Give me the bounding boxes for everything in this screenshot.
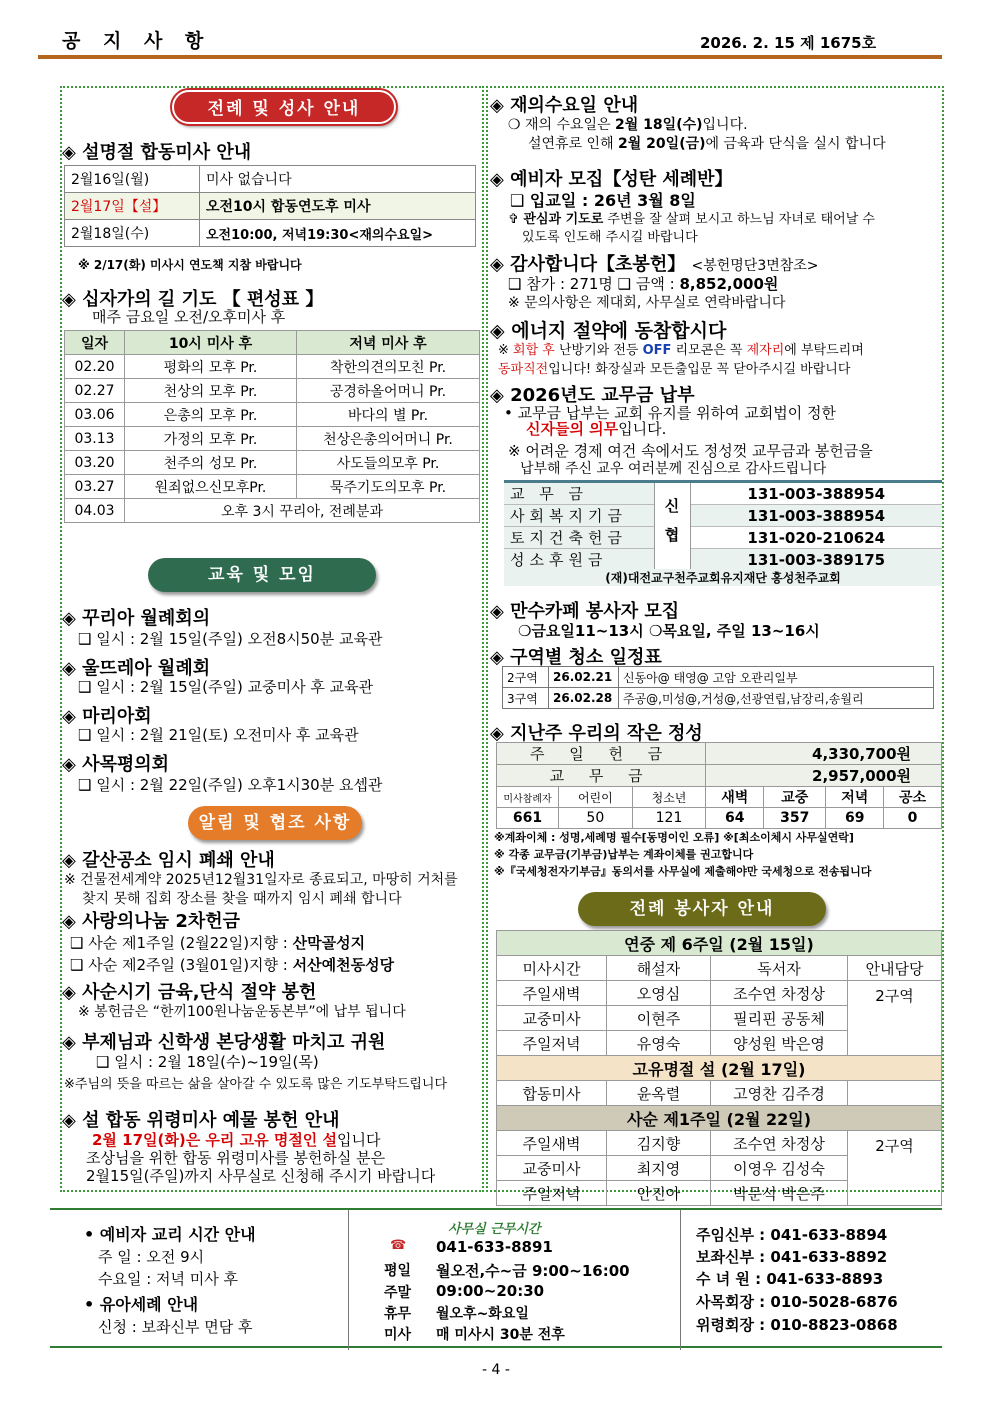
sharing-line2-label: ❑ 사순 제2주일 (3월01일)지향 : <box>70 956 293 974</box>
catechism-wednesday: 수요일 : 저녁 미사 후 <box>98 1270 239 1288</box>
dues-title: ◈ 2026년도 교무금 납부 <box>490 385 695 406</box>
cell: 양성원 박은영 <box>711 1031 848 1056</box>
cell: 공경하올어머니 Pr. <box>297 379 480 403</box>
cell: 신동아@ 태영@ 고암 오관리일부 <box>619 667 934 688</box>
stations-title: ◈ 십자가의 길 기도 【 편성표 】 <box>62 289 324 310</box>
table-row <box>65 427 480 451</box>
dues-amount: 2,957,000원 <box>706 765 942 787</box>
account-number: 131-003-389175 <box>690 549 942 572</box>
attendance-row <box>497 808 942 829</box>
sharing-line1-label: ❑ 사순 제1주일 (2월22일)지향 : <box>70 934 293 952</box>
sharing-line2-target: 서산예천동성당 <box>292 956 395 974</box>
cell: 미사시간 <box>497 956 607 981</box>
text: 주변을 잘 살펴 보시고 하느님 자녀로 태어날 수 <box>603 212 875 227</box>
account-name: 토지건축헌금 <box>504 527 654 549</box>
catechumen-title: ◈ 예비자 모집【성탄 세례반】 <box>490 169 733 190</box>
cell: 사도들의모후 Pr. <box>297 451 480 475</box>
cell: 사순 제1주일 (2월 22일) <box>497 1106 942 1131</box>
table-row <box>503 667 934 688</box>
page-section-title: 공 지 사 항 <box>62 30 212 52</box>
catechism-sunday: 주 일 : 오전 9시 <box>98 1248 205 1266</box>
requiem-title: ◈ 설 합동 위령미사 예물 봉헌 안내 <box>62 1110 340 1131</box>
col-date: 일자 <box>65 331 125 355</box>
dues-line3: ※ 어려운 경제 여건 속에서도 정성껏 교무금과 봉헌금을 <box>508 442 873 460</box>
cell: 평화의 모후 Pr. <box>125 355 297 379</box>
cell: 주일새벽 <box>497 1131 607 1156</box>
table-row <box>65 166 476 193</box>
cafe-title: ◈ 만수카페 봉사자 모집 <box>490 601 680 622</box>
cleaning-title: ◈ 구역별 청소 일정표 <box>490 647 662 668</box>
holiday-info: 오전10시 합동연도후 미사 <box>206 199 371 215</box>
table-row <box>65 451 480 475</box>
text: ◈ 감사합니다【초봉헌】 <box>490 254 686 275</box>
deacon-note: ※주님의 뜻을 따르는 삶을 살아갈 수 있도록 많은 기도부탁드립니다 <box>64 1077 448 1092</box>
cell: 묵주기도의모후 Pr. <box>297 475 480 499</box>
education-pill: 교육 및 모임 <box>148 558 376 592</box>
cell: 주공@,미성@,거성@,선광연립,남장리,송월리 <box>619 688 934 709</box>
cell: 교중미사 <box>497 1006 607 1031</box>
sharing-line1-target: 산막골성지 <box>292 934 366 952</box>
account-number: 131-003-388954 <box>747 484 886 503</box>
volunteer-table <box>496 930 942 1206</box>
table-row <box>504 505 942 527</box>
cell: 03.20 <box>65 451 125 475</box>
energy-line1 <box>498 339 864 358</box>
cell: 천주의 성모 Pr. <box>125 451 297 475</box>
amount: 8,852,000원 <box>679 275 779 293</box>
transfer-note-1: ※계좌이체 : 성명,세례명 필수[동명이인 오류] ※[최소이체시 사무실연락] <box>494 831 854 844</box>
requiem-line3: 2월15일(주일)까지 사무실로 신청해 주시기 바랍니다 <box>86 1167 436 1185</box>
cell: 2구역 <box>848 981 942 1056</box>
ultreya-title: ◈ 울뜨레아 월례회 <box>62 658 211 679</box>
table-row <box>65 403 480 427</box>
cell: 독서자 <box>711 956 848 981</box>
maria-title: ◈ 마리아회 <box>62 706 152 727</box>
text: 신자들의 의무 <box>526 420 619 438</box>
offering-table <box>496 742 942 829</box>
cell: 357 <box>764 808 826 829</box>
cell: 교중미사 <box>497 1156 607 1181</box>
text: ※ <box>498 343 514 358</box>
curia-title: ◈ 꾸리아 월례회의 <box>62 608 211 629</box>
text: ❑ 참가 : 271명 ❑ 금액 : <box>508 275 680 293</box>
contact-convent: 수 녀 원 : 041-633-8893 <box>696 1270 884 1288</box>
cell: 69 <box>826 808 884 829</box>
cell: 03.13 <box>65 427 125 451</box>
table-row <box>65 475 480 499</box>
cell-date: 2월16일(월) <box>65 166 200 193</box>
cell: 고영찬 김주경 <box>711 1081 848 1106</box>
account-name: 성소후원금 <box>504 549 654 572</box>
phone-icon: ☎ <box>390 1238 407 1253</box>
col-morning: 10시 미사 후 <box>125 331 297 355</box>
lent-header <box>497 1106 942 1131</box>
lunar-mass-table <box>64 165 476 247</box>
cell-info: 미사 없습니다 <box>200 166 476 193</box>
contact-requiem: 위령회장 : 010-8823-0868 <box>696 1316 898 1334</box>
council-title: ◈ 사목평의회 <box>62 754 170 775</box>
text: 입니다! 화장실과 모든출입문 꼭 닫아주시길 바랍니다 <box>548 362 851 377</box>
footer <box>50 1208 942 1348</box>
issue-date: 2026. 2. 15 제 1675호 <box>700 34 877 52</box>
footer-divider <box>680 1210 681 1350</box>
cell: 청소년 <box>632 787 706 808</box>
requiem-line2: 조상님을 위한 합동 위령미사를 봉헌하실 분은 <box>86 1149 386 1167</box>
cell: 조수연 차정상 <box>711 981 848 1006</box>
requiem-line1-end: 입니다 <box>337 1131 381 1149</box>
fast-date: 2월 20일(금) <box>618 136 706 152</box>
cell: 주일저녁 <box>497 1181 607 1206</box>
cell: 조수연 차정상 <box>711 1131 848 1156</box>
cell: 은총의 모후 Pr. <box>125 403 297 427</box>
cell: 02.27 <box>65 379 125 403</box>
lunar-mass-title: ◈ 설명절 합동미사 안내 <box>62 142 252 163</box>
account-number: 131-020-210624 <box>747 528 886 547</box>
cell: 121 <box>632 808 706 829</box>
volunteer-pill: 전례 봉사자 안내 <box>578 892 826 926</box>
cell: 어린이 <box>559 787 633 808</box>
cell: 합동미사 <box>497 1081 607 1106</box>
stations-subtitle: 매주 금요일 오전/오후미사 후 <box>92 308 286 326</box>
office-weekend: 09:00~20:30 <box>436 1282 545 1300</box>
cell: 이영우 김성숙 <box>711 1156 848 1181</box>
cell: 오영심 <box>607 981 711 1006</box>
catechism-title: • 예비자 교리 시간 안내 <box>84 1225 256 1244</box>
dues-line4: 납부해 주신 교우 여러분께 진심으로 감사드립니다 <box>520 461 827 477</box>
office-label-closed: 휴무 <box>384 1306 412 1322</box>
foundation-name: (재)대전교구천주교회유지재단 홍성천주교회 <box>504 569 942 586</box>
text: ❍ 재의 수요일은 <box>508 117 616 133</box>
text: OFF <box>642 343 672 358</box>
cell-info: 오전10:00, 저녁19:30<재의수요일> <box>200 220 476 247</box>
cell: 3구역 <box>503 688 549 709</box>
text: 리모콘은 꼭 <box>671 343 747 358</box>
stations-table <box>64 330 480 523</box>
cell: 바다의 별 Pr. <box>297 403 480 427</box>
ultreya-info: ❑ 일시 : 2월 15일(주일) 교중미사 후 교육관 <box>78 678 374 696</box>
deacon-title: ◈ 부제님과 신학생 본당생활 마치고 귀원 <box>62 1032 386 1053</box>
table-row <box>497 743 942 765</box>
text: 입니다. <box>702 117 748 133</box>
bank-name: 신협 <box>654 482 690 572</box>
sharing-line1 <box>70 932 365 953</box>
table-row <box>503 688 934 709</box>
cell: 최지영 <box>607 1156 711 1181</box>
office-weekday: 월오전,수~금 9:00~16:00 <box>436 1262 630 1280</box>
cell: 저녁 <box>826 787 884 808</box>
table-row <box>504 482 942 505</box>
cell: 천상은총의어머니 Pr. <box>297 427 480 451</box>
cell: 천상의 모후 Pr. <box>125 379 297 403</box>
dues-line2 <box>526 418 666 439</box>
galsan-title: ◈ 갈산공소 임시 폐쇄 안내 <box>62 850 275 871</box>
cell: 유영숙 <box>607 1031 711 1056</box>
cell: 안내담당 <box>848 956 942 981</box>
account-name: 사회복지기금 <box>504 505 654 527</box>
text: 입니다. <box>618 420 667 438</box>
table-row <box>504 527 942 549</box>
holiday-date: 2월17일【설】 <box>71 199 167 215</box>
cell: 윤옥렬 <box>607 1081 711 1106</box>
offering-title: ◈ 지난주 우리의 작은 정성 <box>490 723 703 744</box>
lent-fast-note: ※ 봉헌금은 “한끼100원나눔운동본부”에 납부 됩니다 <box>78 1004 406 1020</box>
office-label-mass: 미사 <box>384 1327 412 1343</box>
cell: 김지향 <box>607 1131 711 1156</box>
maria-info: ❑ 일시 : 2월 21일(토) 오전미사 후 교육관 <box>78 726 359 744</box>
cell: 안진아 <box>607 1181 711 1206</box>
cell: 공소 <box>884 787 942 808</box>
lunar-note: ※ 2/17(화) 미사시 연도책 지참 바랍니다 <box>78 258 302 272</box>
text: <봉헌명단3면참조> <box>691 258 819 274</box>
liturgy-pill: 전례 및 성사 안내 <box>172 90 396 124</box>
text: 에 금육과 단식을 실시 합니다 <box>705 136 886 152</box>
catechumen-line1 <box>508 208 875 227</box>
cell: 0 <box>884 808 942 829</box>
text: 회합 후 <box>513 343 555 358</box>
infant-baptism-title: • 유아세례 안내 <box>84 1295 199 1314</box>
cell: 26.02.28 <box>549 688 619 709</box>
notice-pill: 알림 및 협조 사항 <box>188 806 362 840</box>
cell: 가정의 모후 Pr. <box>125 427 297 451</box>
week-header <box>497 931 942 956</box>
ash-wed-title: ◈ 재의수요일 안내 <box>490 95 639 116</box>
galsan-line2: 찾지 못해 집회 장소를 찾을 때까지 임시 폐쇄 합니다 <box>82 891 402 907</box>
cell: 2구역 <box>848 1131 942 1206</box>
table-header <box>497 956 942 981</box>
ash-wed-line1 <box>508 114 748 134</box>
cell: 04.03 <box>65 499 125 523</box>
requiem-highlight: 2월 17일(화)은 우리 고유 명절인 설 <box>92 1131 338 1149</box>
table-row <box>497 981 942 1006</box>
table-row <box>65 220 476 247</box>
catechumen-line2: 있도록 인도해 주시길 바랍니다 <box>522 230 698 245</box>
col-evening: 저녁 미사 후 <box>297 331 480 355</box>
office-mass: 매 미사시 30분 전후 <box>436 1327 565 1343</box>
dues-line1: • 교무금 납부는 교회 유지를 위하여 교회법이 정한 <box>504 404 837 422</box>
account-number: 131-003-388954 <box>690 505 942 527</box>
cell <box>848 1081 942 1106</box>
cell: 해설자 <box>607 956 711 981</box>
cell: 새벽 <box>706 787 764 808</box>
cell: 주일저녁 <box>497 1031 607 1056</box>
infant-baptism-info: 신청 : 보좌신부 면담 후 <box>98 1318 253 1336</box>
text: 난방기와 전등 <box>554 343 643 358</box>
cell: 이현주 <box>607 1006 711 1031</box>
transfer-note-3: ※『국세청전자기부금』동의서를 사무실에 제출해야만 국세청으로 전송됩니다 <box>494 865 872 878</box>
attendance-header <box>497 787 942 808</box>
galsan-line1: ※ 건물전세계약 2025년12월31일자로 종료되고, 마땅히 거처를 <box>64 872 458 888</box>
cell: 착한의견의모친 Pr. <box>297 355 480 379</box>
thanks-note: ※ 문의사항은 제대회, 사무실로 연락바랍니다 <box>508 295 786 311</box>
text: 동파직전 <box>498 362 549 377</box>
sharing-title: ◈ 사랑의나눔 2차헌금 <box>62 911 241 932</box>
cell-date: 2월18일(수) <box>65 220 200 247</box>
table-header <box>65 331 480 355</box>
transfer-note-2: ※ 각종 교무금(기부금)납부는 계좌이체를 권고합니다 <box>494 848 754 861</box>
lent-fast-title: ◈ 사순시기 금육,단식 절약 봉헌 <box>62 982 317 1003</box>
cell: 50 <box>559 808 633 829</box>
sharing-line2 <box>70 954 394 975</box>
energy-title: ◈ 에너지 절약에 동참합시다 <box>490 320 727 342</box>
cell-date <box>65 193 200 220</box>
office-closed: 월오후~화요일 <box>436 1306 529 1322</box>
cell: 오후 3시 꾸리아, 전례분과 <box>125 499 480 523</box>
header-divider <box>38 55 942 59</box>
cleaning-table <box>502 666 934 709</box>
cell: 교중 <box>764 787 826 808</box>
cell: 연중 제 6주일 (2월 15일) <box>497 931 942 956</box>
text: ✞ 관심과 기도로 <box>508 212 604 227</box>
cell: 26.02.21 <box>549 667 619 688</box>
accounts-table <box>504 480 942 573</box>
cell: 2구역 <box>503 667 549 688</box>
page-number: - 4 - <box>482 1362 510 1378</box>
contact-assistant: 보좌신부 : 041-633-8892 <box>696 1248 888 1266</box>
contact-council: 사목회장 : 010-5028-6876 <box>696 1293 898 1311</box>
energy-line2 <box>498 358 850 377</box>
office-phone: 041-633-8891 <box>436 1238 553 1256</box>
table-row <box>497 1131 942 1156</box>
office-hours-title: 사무실 근무시간 <box>448 1222 541 1237</box>
cell: 고유명절 설 (2월 17일) <box>497 1056 942 1081</box>
text: 설연휴로 인해 <box>528 136 619 152</box>
cell: 박문석 박은주 <box>711 1181 848 1206</box>
office-label-weekday: 평일 <box>384 1263 412 1279</box>
council-info: ❑ 일시 : 2월 22일(주일) 오후1시30분 요셉관 <box>78 776 383 794</box>
ash-wed-date: 2월 18일(수) <box>615 117 703 133</box>
table-row <box>65 379 480 403</box>
table-row <box>65 355 480 379</box>
cell: 주일새벽 <box>497 981 607 1006</box>
footer-divider <box>348 1210 349 1350</box>
cell: 03.06 <box>65 403 125 427</box>
account-name: 교 무 금 <box>504 482 654 505</box>
cell: 03.27 <box>65 475 125 499</box>
cell: 원죄없으신모후Pr. <box>125 475 297 499</box>
offering-amount: 4,330,700원 <box>706 743 942 765</box>
cell: 02.20 <box>65 355 125 379</box>
text: 에 부탁드리며 <box>784 343 864 358</box>
cell-info <box>200 193 476 220</box>
offering-label: 주 일 헌 금 <box>497 743 706 765</box>
table-row <box>65 193 476 220</box>
catechumen-date: ❑ 입교일 : 26년 3월 8일 <box>510 191 696 210</box>
dues-label: 교 무 금 <box>497 765 706 787</box>
deacon-date: ❑ 일시 : 2월 18일(수)~19일(목) <box>96 1053 319 1071</box>
office-label-weekend: 주말 <box>384 1285 412 1301</box>
text: 제자리 <box>746 343 785 358</box>
contact-pastor: 주임신부 : 041-633-8894 <box>696 1226 888 1244</box>
cafe-hours: ❍금요일11~13시 ❍목요일, 주일 13~16시 <box>518 622 820 640</box>
ash-wed-line2 <box>528 133 886 153</box>
thanks-amount <box>508 273 778 294</box>
table-row <box>497 765 942 787</box>
cell: 필리핀 공동체 <box>711 1006 848 1031</box>
curia-info: ❑ 일시 : 2월 15일(주일) 오전8시50분 교육관 <box>78 630 383 648</box>
cell: 64 <box>706 808 764 829</box>
table-row <box>65 499 480 523</box>
cell: 미사참례자 <box>497 787 559 808</box>
holiday-header <box>497 1056 942 1081</box>
cell: 661 <box>497 808 559 829</box>
table-row <box>497 1081 942 1106</box>
